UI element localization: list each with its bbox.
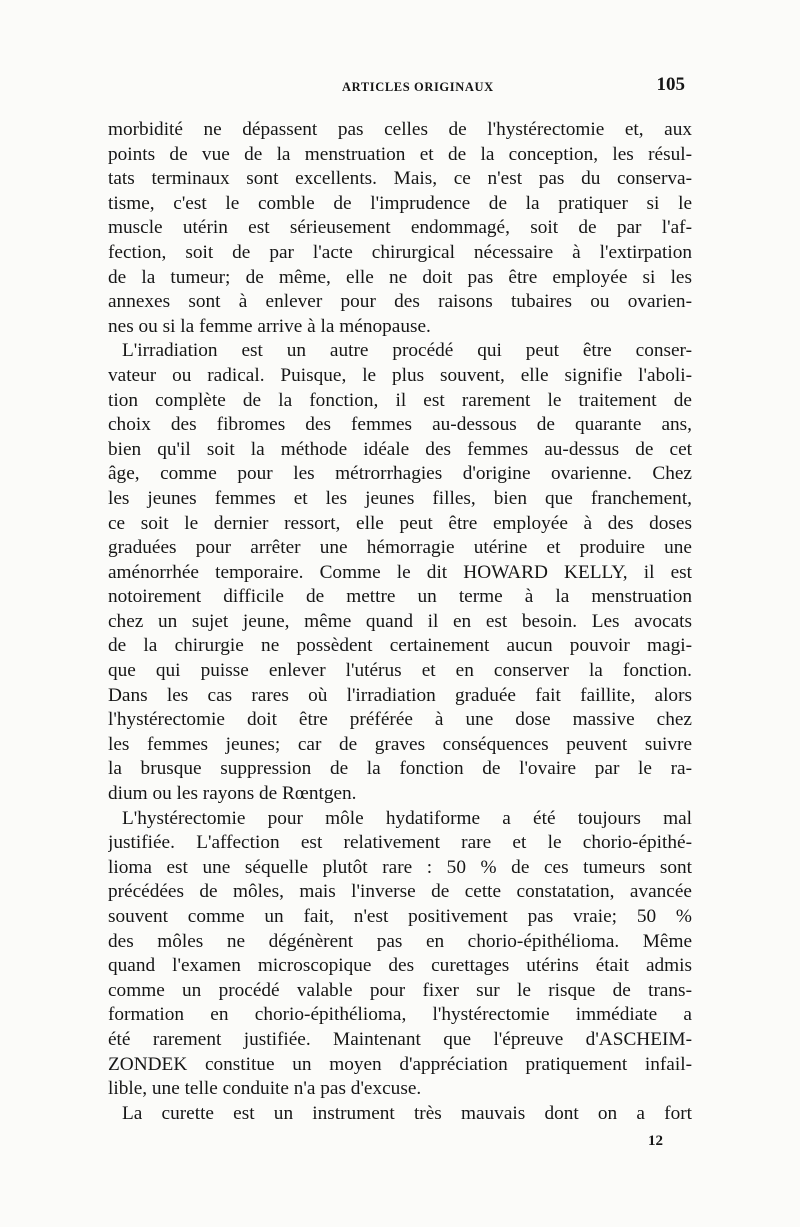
text-line: La curette est un instrument très mauvais dont on a fort [122,1102,692,1124]
text-line: précédées de môles, mais l'inverse de cette constatation, avancée [108,881,692,903]
text-line: l'hystérectomie doit être préférée à une dose massive chez [108,709,692,731]
text-line: quand l'examen microscopique des curettages utérins était admis [108,955,692,977]
text-line: morbidité ne dépassent pas celles de l'hystérectomie et, aux [108,119,692,140]
text-line: souvent comme un fait, n'est positivement pas vraie; 50 % [108,906,692,927]
text-line: Dans les cas rares où l'irradiation graduée fait faillite, alors [108,684,692,706]
article-body [108,118,692,1126]
text-line: les femmes jeunes; car de graves conséquences peuvent suivre [108,733,692,755]
text-line: de la tumeur; de même, elle ne doit pas être employée si les [108,266,692,288]
text-line: choix des fibromes des femmes au-dessous de quarante ans, [108,414,692,436]
text-line: muscle utérin est sérieusement endommagé, soit de par l'af- [108,217,692,239]
text-line: chez un sujet jeune, même quand il en est besoin. Les avocats [108,610,692,632]
text-line: comme un procédé valable pour fixer sur le risque de trans- [108,979,692,1001]
printer-signature-mark: 12 [648,1133,663,1149]
text-line: ce soit le dernier ressort, elle peut être employée à des doses [108,512,692,534]
text-line: nes ou si la femme arrive à la ménopause. [108,315,431,337]
text-line: tion complète de la fonction, il est rarement le traitement de [108,389,692,411]
text-line: aménorrhée temporaire. Comme le dit HOWARD KELLY, il est [108,561,692,583]
text-line: tats terminaux sont excellents. Mais, ce n'est pas du conserva- [108,168,692,190]
text-line: L'irradiation est un autre procédé qui peut être conser- [122,340,692,362]
paragraph [108,339,692,806]
paragraph [108,118,692,339]
paragraph [108,807,692,1102]
running-header [108,74,685,100]
text-line: des môles ne dégénèrent pas en chorio-épithélioma. Même [108,930,692,952]
text-line: été rarement justifiée. Maintenant que l'épreuve d'ASCHEIM- [108,1028,692,1050]
text-line: de la chirurgie ne possèdent certainement aucun pouvoir magi- [108,635,692,657]
text-line: formation en chorio-épithélioma, l'hystérectomie immédiate a [108,1004,692,1026]
text-line: L'hystérectomie pour môle hydatiforme a été toujours mal [122,807,692,829]
text-line: lible, une telle conduite n'a pas d'excuse. [108,1078,422,1100]
text-line: dium ou les rayons de Rœntgen. [108,783,357,805]
text-line: vateur ou radical. Puisque, le plus souvent, elle signifie l'aboli- [108,364,692,386]
text-line: la brusque suppression de la fonction de l'ovaire par le ra- [108,758,692,780]
text-line: ZONDEK constitue un moyen d'appréciation pratiquement infail- [108,1053,692,1075]
page-number: 105 [656,74,685,95]
text-line: justifiée. L'affection est relativement rare et le chorio-épithé- [108,832,692,854]
text-line: notoirement difficile de mettre un terme à la menstruation [108,586,692,608]
text-line: que qui puisse enlever l'utérus et en conserver la fonction. [108,660,692,682]
text-line: bien qu'il soit la méthode idéale des femmes au-dessus de cet [108,438,692,460]
text-line: les jeunes femmes et les jeunes filles, bien que franchement, [108,487,692,509]
text-line: annexes sont à enlever pour des raisons tubaires ou ovarien- [108,291,692,313]
text-line: points de vue de la menstruation et de la conception, les résul- [108,143,692,165]
paragraph [108,1102,692,1127]
text-line: lioma est une séquelle plutôt rare : 50 % de ces tumeurs sont [108,856,692,878]
text-line: graduées pour arrêter une hémorragie utérine et produire une [108,537,692,559]
text-line: fection, soit de par l'acte chirurgical nécessaire à l'extirpation [108,241,692,263]
text-line: tisme, c'est le comble de l'imprudence de la pratiquer si le [108,192,692,214]
text-line: âge, comme pour les métrorrhagies d'origine ovarienne. Chez [108,463,692,485]
running-head-title: ARTICLES ORIGINAUX [342,80,494,94]
